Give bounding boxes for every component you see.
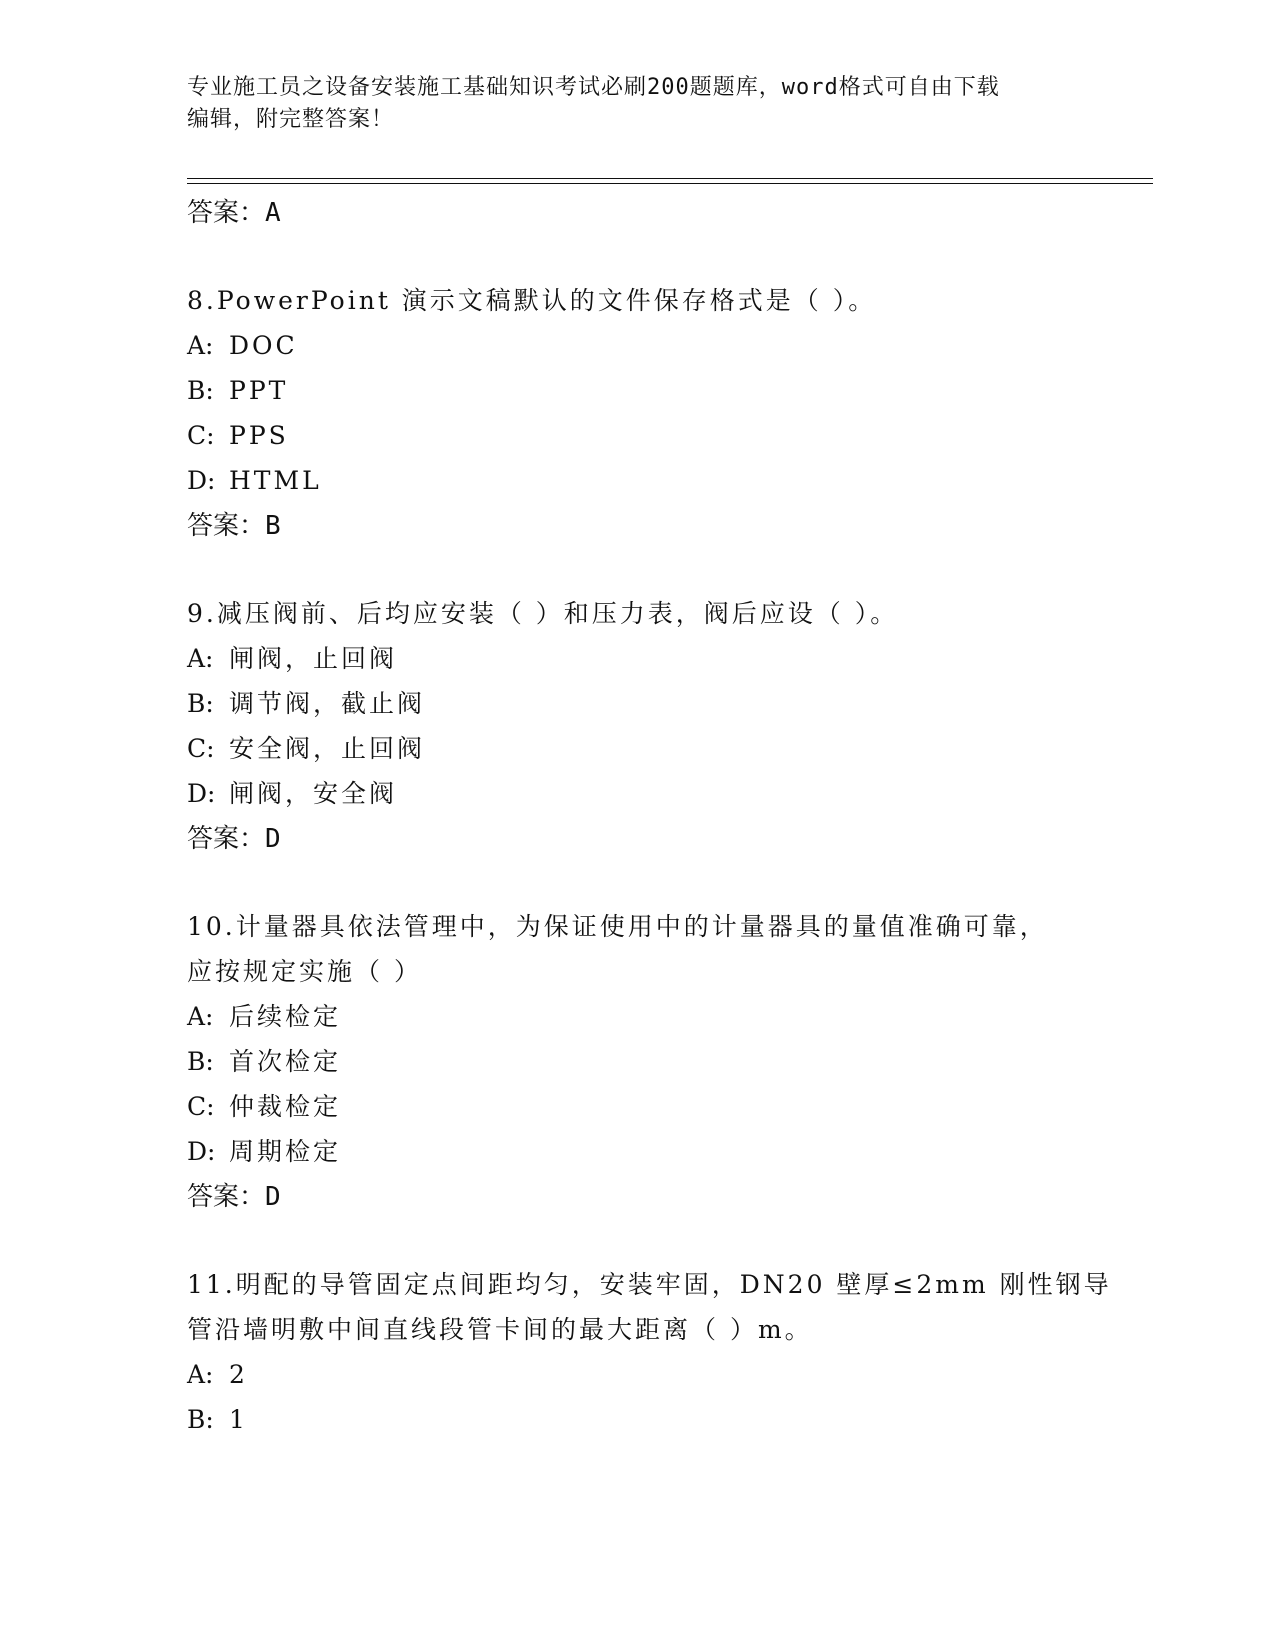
question-line: 10.计量器具依法管理中，为保证使用中的计量器具的量值准确可靠， bbox=[187, 912, 1048, 941]
option-text: 首次检定 bbox=[229, 1047, 342, 1076]
question-text bbox=[187, 904, 1067, 994]
option-text: PPS bbox=[229, 421, 289, 450]
question-text bbox=[187, 591, 1067, 636]
option-label: A: bbox=[187, 644, 214, 673]
option-a bbox=[187, 323, 1087, 368]
option-text: 安全阀，止回阀 bbox=[229, 734, 426, 763]
question-line: 11.明配的导管固定点间距均匀，安装牢固，DN20 壁厚≤2mm 刚性钢导 bbox=[187, 1270, 1112, 1299]
header-line: 专业施工员之设备安装施工基础知识考试必刷200题题库，word格式可自由下载 bbox=[187, 75, 1000, 100]
question-line: 管沿墙明敷中间直线段管卡间的最大距离（ ）m。 bbox=[187, 1315, 813, 1344]
header-divider bbox=[187, 183, 1153, 184]
option-label: C: bbox=[187, 1092, 215, 1121]
option-d bbox=[187, 771, 1087, 816]
question-line: 应按规定实施（ ） bbox=[187, 957, 422, 986]
option-label: B: bbox=[187, 376, 214, 405]
document-header bbox=[187, 72, 1067, 136]
header-divider bbox=[187, 178, 1153, 179]
option-label: B: bbox=[187, 1405, 214, 1434]
question-text bbox=[187, 1262, 1112, 1352]
question-list bbox=[187, 190, 1112, 1442]
option-text: PPT bbox=[229, 376, 289, 405]
option-text: 仲裁检定 bbox=[229, 1092, 342, 1121]
question-line: 9.减压阀前、后均应安装（ ）和压力表，阀后应设（ ）。 bbox=[187, 599, 899, 628]
question-text bbox=[187, 278, 1067, 323]
option-label: D: bbox=[187, 466, 216, 495]
option-c bbox=[187, 1084, 1087, 1129]
question-block bbox=[187, 1262, 1112, 1442]
option-label: D: bbox=[187, 779, 216, 808]
answer-line: 答案：A bbox=[187, 198, 281, 228]
option-label: B: bbox=[187, 1047, 214, 1076]
option-a bbox=[187, 636, 1087, 681]
option-a bbox=[187, 994, 1087, 1039]
option-label: A: bbox=[187, 331, 214, 360]
option-text: 周期检定 bbox=[229, 1137, 342, 1166]
option-label: C: bbox=[187, 421, 215, 450]
option-label: D: bbox=[187, 1137, 216, 1166]
option-d bbox=[187, 1129, 1087, 1174]
option-d bbox=[187, 458, 1087, 503]
option-label: B: bbox=[187, 689, 214, 718]
option-text: 闸阀，安全阀 bbox=[229, 779, 398, 808]
option-text: HTML bbox=[229, 466, 322, 495]
answer-line: 答案：D bbox=[187, 1182, 281, 1212]
option-a bbox=[187, 1352, 1087, 1397]
option-label: C: bbox=[187, 734, 215, 763]
option-text: 2 bbox=[229, 1360, 248, 1389]
option-b bbox=[187, 1397, 1087, 1442]
question-line: 8.PowerPoint 演示文稿默认的文件保存格式是（ ）。 bbox=[187, 286, 877, 315]
option-b bbox=[187, 368, 1087, 413]
header-line: 编辑，附完整答案！ bbox=[187, 107, 395, 132]
option-text: 后续检定 bbox=[229, 1002, 342, 1031]
question-block bbox=[187, 278, 1087, 549]
option-c bbox=[187, 726, 1087, 771]
option-text: 1 bbox=[229, 1405, 248, 1434]
option-text: 调节阀，截止阀 bbox=[229, 689, 426, 718]
option-text: 闸阀，止回阀 bbox=[229, 644, 398, 673]
option-b bbox=[187, 681, 1087, 726]
question-block bbox=[187, 591, 1087, 862]
question-block bbox=[187, 904, 1087, 1220]
option-label: A: bbox=[187, 1360, 214, 1389]
answer-line: 答案：D bbox=[187, 824, 281, 854]
option-text: DOC bbox=[229, 331, 298, 360]
option-b bbox=[187, 1039, 1087, 1084]
option-c bbox=[187, 413, 1087, 458]
option-label: A: bbox=[187, 1002, 214, 1031]
answer-line: 答案：B bbox=[187, 511, 281, 541]
